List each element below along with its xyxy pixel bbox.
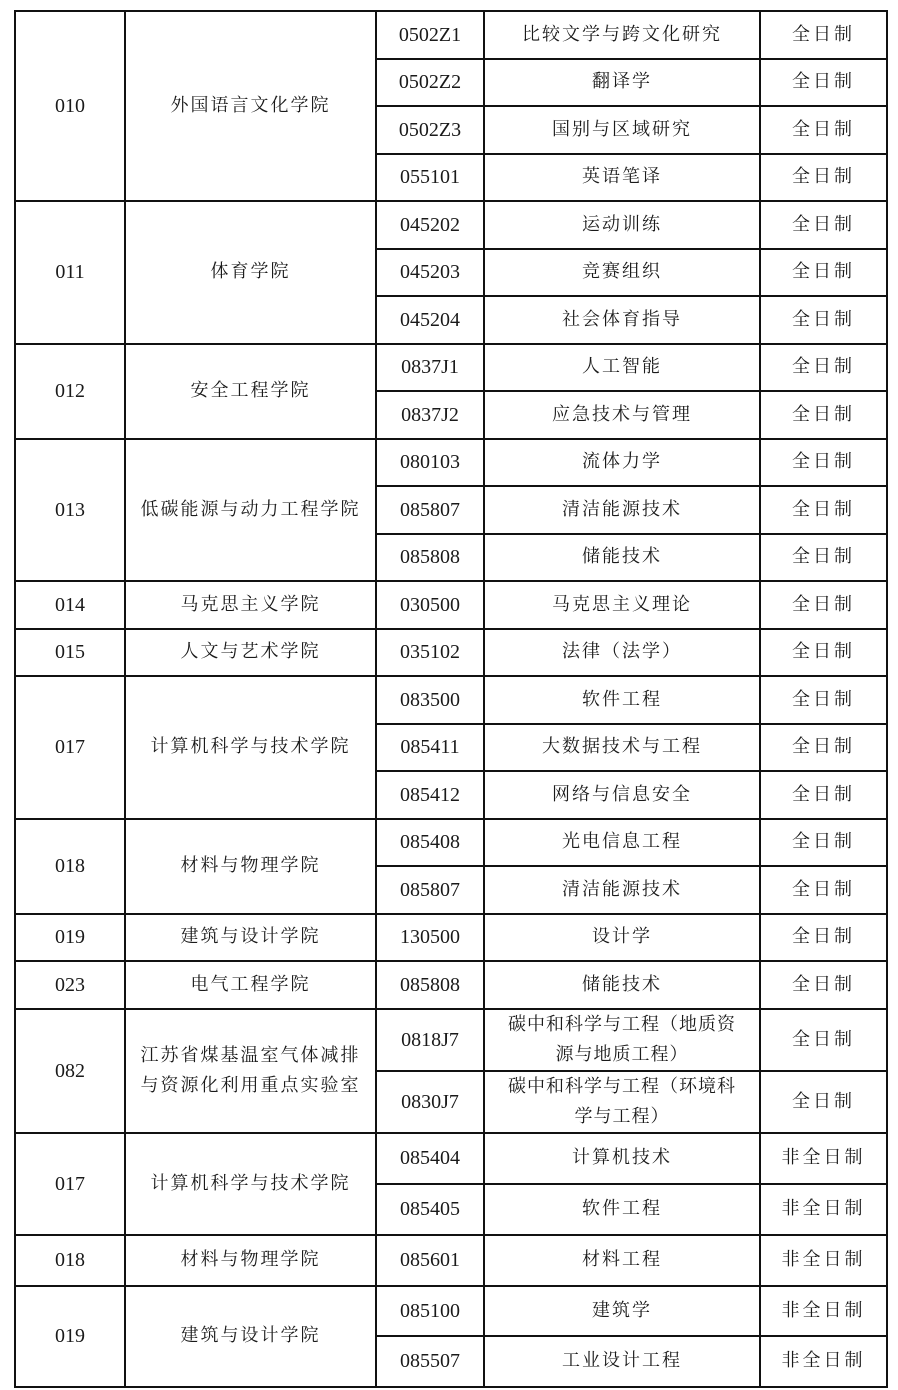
program-name: 流体力学 [484,439,760,487]
study-mode: 全日制 [760,106,887,154]
table-row [15,439,887,487]
program-name: 储能技术 [484,961,760,1009]
program-name: 人工智能 [484,344,760,392]
dept-code: 010 [15,11,125,201]
study-mode: 全日制 [760,154,887,202]
program-code: 0818J7 [376,1009,484,1071]
dept-code: 018 [15,1235,125,1286]
dept-code: 018 [15,819,125,914]
dept-name: 计算机科学与技术学院 [125,1133,376,1235]
dept-name: 计算机科学与技术学院 [125,676,376,819]
study-mode: 全日制 [760,581,887,629]
dept-code: 015 [15,629,125,677]
program-code: 085411 [376,724,484,772]
program-table-body [15,11,887,1387]
program-code: 0837J2 [376,391,484,439]
table-row [15,581,887,629]
program-code: 085405 [376,1184,484,1235]
study-mode: 非全日制 [760,1235,887,1286]
study-mode: 全日制 [760,1071,887,1133]
program-name: 运动训练 [484,201,760,249]
program-code: 085412 [376,771,484,819]
program-code: 045204 [376,296,484,344]
table-row [15,629,887,677]
program-name: 碳中和科学与工程（地质资源与地质工程） [484,1009,760,1071]
program-name: 碳中和科学与工程（环境科学与工程） [484,1071,760,1133]
program-name: 法律（法学） [484,629,760,677]
dept-name: 安全工程学院 [125,344,376,439]
program-name: 清洁能源技术 [484,866,760,914]
program-name: 材料工程 [484,1235,760,1286]
study-mode: 全日制 [760,486,887,534]
study-mode: 全日制 [760,866,887,914]
dept-name: 马克思主义学院 [125,581,376,629]
table-row [15,1235,887,1286]
program-name: 建筑学 [484,1286,760,1336]
program-name: 设计学 [484,914,760,962]
table-row [15,914,887,962]
dept-code: 019 [15,1286,125,1387]
dept-code: 023 [15,961,125,1009]
dept-name: 材料与物理学院 [125,819,376,914]
dept-name: 建筑与设计学院 [125,914,376,962]
study-mode: 全日制 [760,201,887,249]
program-code: 085404 [376,1133,484,1184]
study-mode: 全日制 [760,534,887,582]
table-row [15,819,887,867]
program-code: 085100 [376,1286,484,1336]
table-row [15,1009,887,1071]
program-name: 英语笔译 [484,154,760,202]
study-mode: 全日制 [760,296,887,344]
program-code: 080103 [376,439,484,487]
dept-name: 材料与物理学院 [125,1235,376,1286]
program-name: 软件工程 [484,1184,760,1235]
dept-code: 017 [15,1133,125,1235]
program-code: 085808 [376,961,484,1009]
dept-name: 建筑与设计学院 [125,1286,376,1387]
dept-name: 人文与艺术学院 [125,629,376,677]
program-name: 翻译学 [484,59,760,107]
program-name: 工业设计工程 [484,1336,760,1387]
study-mode: 全日制 [760,724,887,772]
program-code: 0502Z2 [376,59,484,107]
study-mode: 全日制 [760,391,887,439]
study-mode: 全日制 [760,439,887,487]
dept-code: 019 [15,914,125,962]
table-row [15,11,887,59]
study-mode: 全日制 [760,961,887,1009]
program-name: 马克思主义理论 [484,581,760,629]
program-code: 083500 [376,676,484,724]
dept-code: 013 [15,439,125,582]
dept-code: 082 [15,1009,125,1133]
program-code: 030500 [376,581,484,629]
table-row [15,201,887,249]
program-name: 竞赛组织 [484,249,760,297]
dept-code: 017 [15,676,125,819]
study-mode: 全日制 [760,676,887,724]
dept-name: 体育学院 [125,201,376,344]
program-name: 应急技术与管理 [484,391,760,439]
program-code: 0830J7 [376,1071,484,1133]
program-name: 国别与区域研究 [484,106,760,154]
dept-code: 011 [15,201,125,344]
study-mode: 非全日制 [760,1133,887,1184]
program-code: 085601 [376,1235,484,1286]
program-name: 比较文学与跨文化研究 [484,11,760,59]
study-mode: 全日制 [760,59,887,107]
study-mode: 非全日制 [760,1336,887,1387]
program-name: 储能技术 [484,534,760,582]
program-code: 085408 [376,819,484,867]
table-row [15,676,887,724]
study-mode: 非全日制 [760,1184,887,1235]
program-name: 网络与信息安全 [484,771,760,819]
study-mode: 全日制 [760,249,887,297]
dept-code: 012 [15,344,125,439]
program-code: 055101 [376,154,484,202]
program-code: 0502Z1 [376,11,484,59]
study-mode: 全日制 [760,11,887,59]
study-mode: 全日制 [760,629,887,677]
program-code: 085507 [376,1336,484,1387]
program-code: 045202 [376,201,484,249]
dept-name: 外国语言文化学院 [125,11,376,201]
program-name: 计算机技术 [484,1133,760,1184]
table-row [15,1133,887,1184]
program-name: 清洁能源技术 [484,486,760,534]
program-table [14,10,888,1388]
study-mode: 全日制 [760,771,887,819]
program-code: 0837J1 [376,344,484,392]
study-mode: 全日制 [760,1009,887,1071]
table-row [15,961,887,1009]
program-code: 085808 [376,534,484,582]
program-code: 130500 [376,914,484,962]
study-mode: 全日制 [760,914,887,962]
program-code: 0502Z3 [376,106,484,154]
table-row [15,344,887,392]
program-name: 社会体育指导 [484,296,760,344]
study-mode: 非全日制 [760,1286,887,1336]
program-name: 软件工程 [484,676,760,724]
study-mode: 全日制 [760,344,887,392]
dept-name: 电气工程学院 [125,961,376,1009]
dept-name: 江苏省煤基温室气体减排与资源化利用重点实验室 [125,1009,376,1133]
dept-name: 低碳能源与动力工程学院 [125,439,376,582]
study-mode: 全日制 [760,819,887,867]
program-code: 085807 [376,866,484,914]
program-name: 大数据技术与工程 [484,724,760,772]
program-code: 085807 [376,486,484,534]
dept-code: 014 [15,581,125,629]
program-code: 035102 [376,629,484,677]
program-name: 光电信息工程 [484,819,760,867]
table-row [15,1286,887,1336]
program-code: 045203 [376,249,484,297]
